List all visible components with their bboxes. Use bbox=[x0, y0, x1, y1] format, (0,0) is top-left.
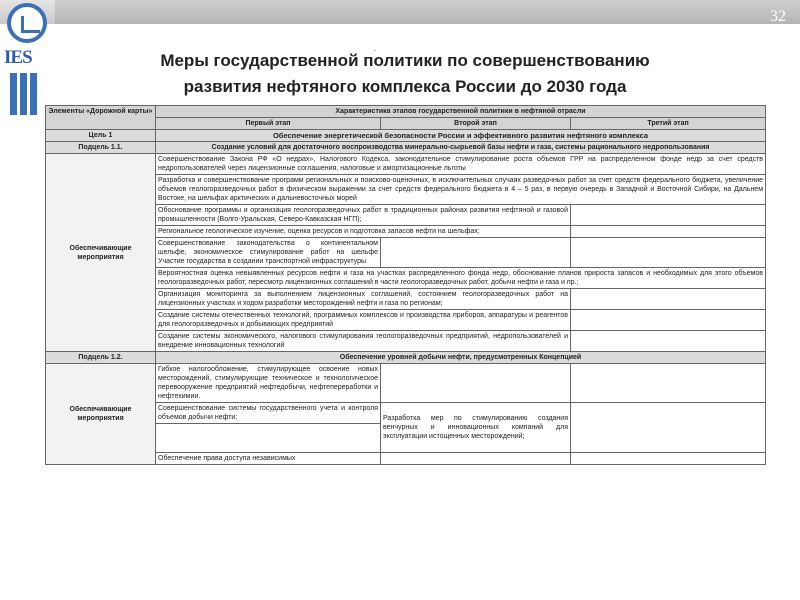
subgoal-1-2-label: Подцель 1.2. bbox=[46, 352, 156, 364]
logo-circle-icon bbox=[7, 3, 47, 43]
goal-1-label: Цель 1 bbox=[46, 130, 156, 142]
subgoal-1-1-row bbox=[46, 142, 766, 154]
subgoal-1-2-row bbox=[46, 352, 766, 364]
header-stage-1: Первый этап bbox=[156, 118, 381, 130]
empty-cell bbox=[381, 238, 571, 268]
measure-1-1-9: Создание системы экономического, налогового стимулирования геологоразведочных предприятий, недропользователей и внедрение инновационных технологий bbox=[156, 331, 571, 352]
subgoal-1-1-label: Подцель 1.1. bbox=[46, 142, 156, 154]
measure-1-1-3: Обоснование программы и организация геологоразведочных работ в традиционных районах развития нефтяной и газовой промышленности (Волго-Уральская, Северо-Кавказская НГП); bbox=[156, 205, 571, 226]
page-title bbox=[60, 48, 750, 100]
measure-1-1-8: Создание системы отечественных технологий, программных комплексов и производства приборов, аппаратуры и реагентов для геологоразведочных и добывающих предприятий bbox=[156, 310, 571, 331]
title-line-2: развития нефтяного комплекса России до 2030 года bbox=[183, 77, 627, 96]
measures-label-1: Обеспечивающие мероприятия bbox=[46, 154, 156, 352]
empty-cell bbox=[571, 289, 766, 310]
ies-logo bbox=[4, 3, 54, 115]
empty-cell bbox=[156, 424, 381, 453]
empty-cell bbox=[571, 364, 766, 403]
measure-1-2-2b: Разработка мер по стимулированию создания венчурных и инновационных компаний для эксплуатации истощенных месторождений; bbox=[381, 403, 571, 453]
subgoal-1-2-text: Обеспечение уровней добычи нефти, предусмотренных Концепцией bbox=[156, 352, 766, 364]
empty-cell bbox=[571, 205, 766, 226]
measure-1-1-1: Совершенствование Закона РФ «О недрах», Налогового Кодекса, законодательное стимулирование роста объемов ГРР на распределенном фонде недр за счет средств недропользователей через лицензионные соглашения, налоговые и амортизационные льготы bbox=[156, 154, 766, 175]
table-row bbox=[46, 154, 766, 175]
measure-1-1-6: Вероятностная оценка невыявленных ресурсов нефти и газа на участках распределенного фонда недр, обоснование планов прироста запасов и необходимых для этого объемов геологоразведочных работ, пересмотр лицензионных соглашений в части геологоразведочных работ, добычи нефти и газа и пр.; bbox=[156, 268, 766, 289]
table-row bbox=[46, 364, 766, 403]
roadmap-table bbox=[45, 105, 766, 465]
measures-label-2: Обеспечивающие мероприятия bbox=[46, 364, 156, 465]
title-dot: . bbox=[374, 44, 377, 53]
measure-1-2-2: Совершенствование системы государственного учета и контроля объемов добычи нефти; bbox=[156, 403, 381, 424]
empty-cell bbox=[571, 310, 766, 331]
measure-1-1-5: Совершенствование законодательства о континентальном шельфе, экономическое стимулирование работ на шельфе Участие государства в создании транспортной инфраструктуры bbox=[156, 238, 381, 268]
title-line-1: Меры государственной политики по совершенствованию bbox=[160, 51, 650, 70]
empty-cell bbox=[381, 453, 571, 465]
logo-bars-icon bbox=[10, 73, 40, 115]
empty-cell bbox=[571, 331, 766, 352]
empty-cell bbox=[571, 453, 766, 465]
header-stage-3: Третий этап bbox=[571, 118, 766, 130]
header-characteristic: Характеристика этапов государственной политики в нефтяной отрасли bbox=[156, 106, 766, 118]
empty-cell bbox=[381, 364, 571, 403]
measure-1-1-7: Организация мониторинга за выполнением лицензионных соглашений, состоянием геологоразведочных работ на лицензионных участках и ходом разработки месторождений нефти и газа по регионам; bbox=[156, 289, 571, 310]
table-header-row bbox=[46, 106, 766, 118]
slide-number: 32 bbox=[770, 8, 786, 25]
header-stage-2: Второй этап bbox=[381, 118, 571, 130]
measure-1-2-1: Гибкое налогообложение, стимулирующее освоение новых месторождений, стимулирующие техническое и технологическое перевооружение предприятий нефтедобычи, нефтепереработки и нефтехимии. bbox=[156, 364, 381, 403]
empty-cell bbox=[571, 238, 766, 268]
measure-1-1-4: Региональное геологическое изучение, оценка ресурсов и подготовка запасов нефти на шельфах; bbox=[156, 226, 571, 238]
goal-1-row bbox=[46, 130, 766, 142]
header-elements: Элементы «Дорожной карты» bbox=[46, 106, 156, 130]
measure-1-2-3: Обеспечение права доступа независимых bbox=[156, 453, 381, 465]
empty-cell bbox=[571, 226, 766, 238]
empty-cell bbox=[571, 403, 766, 453]
goal-1-text: Обеспечение энергетической безопасности России и эффективного развития нефтяного комплекса bbox=[156, 130, 766, 142]
logo-text: IES bbox=[4, 47, 32, 68]
header-band bbox=[55, 0, 800, 24]
subgoal-1-1-text: Создание условий для достаточного воспроизводства минерально-сырьевой базы нефти и газа, системы рационального недропользования bbox=[156, 142, 766, 154]
measure-1-1-2: Разработка и совершенствование программ региональных и поисково-оценочных, в исключительных случаях разведочных работ за счет средств федерального бюджета, увеличение объемов геологоразведочных работ в физическом выражении за счет средств федерального бюджета в 4 – 5 раз, в первую очередь в Западной и Восточной Сибири, на Дальнем Востоке, на шельфах арктических и дальневосточных морей bbox=[156, 175, 766, 205]
